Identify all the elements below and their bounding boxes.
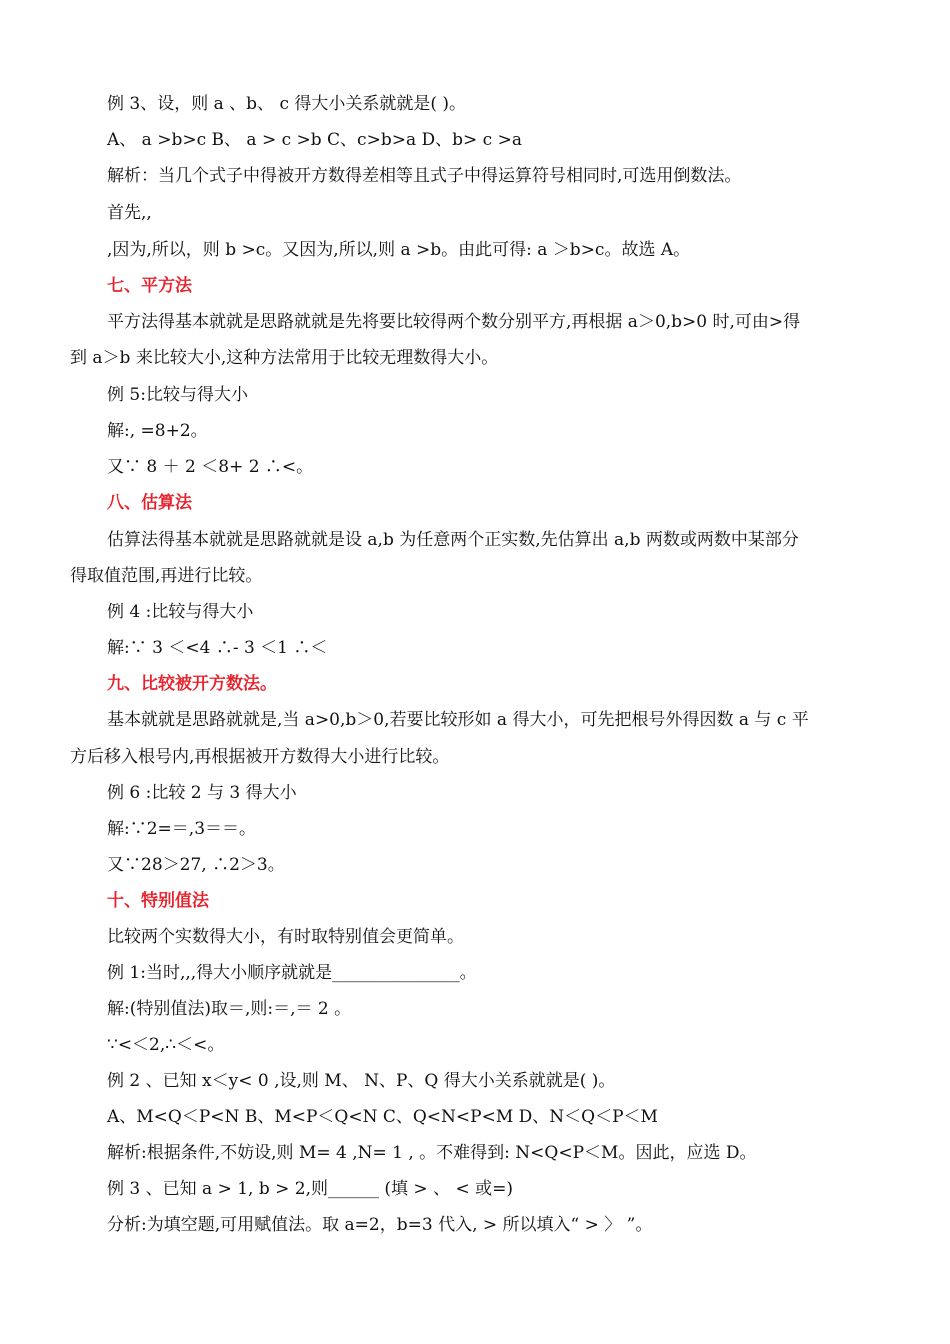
example-1-solution: 解:(特别值法)取＝,则:＝,＝ 2 。 [107,999,352,1019]
section-heading-special-value-method: 十、特别值法 [107,891,209,911]
example-4-question: 例 4 :比较与得大小 [107,602,254,622]
example-3-analysis: 解析：当几个式子中得被开方数得差相等且式子中得运算符号相同时,可选用倒数法。 [107,166,742,186]
special-value-method-text: 比较两个实数得大小，有时取特别值会更简单。 [107,927,464,947]
estimation-method-text-line-1: 估算法得基本就就是思路就就是设 a,b 为任意两个正实数,先估算出 a,b 两数或两数中某部分 [107,530,799,550]
example-1-question: 例 1:当时,,,得大小顺序就就是_______________。 [107,963,477,983]
section-heading-estimation-method: 八、估算法 [107,493,192,513]
example-3-question: 例 3、设，则 a 、b、 c 得大小关系就就是( )。 [107,94,467,114]
example-6-conclusion: 又∵28＞27, ∴2＞3。 [107,855,285,875]
example-6-solution: 解:∵2=＝,3＝＝。 [107,819,257,839]
square-method-text-line-1: 平方法得基本就就是思路就就是先将要比较得两个数分别平方,再根据 a＞0,b>0 时,可由>得 [107,312,801,332]
square-method-text-line-2: 到 a＞b 来比较大小,这种方法常用于比较无理数得大小。 [70,348,499,368]
section-heading-square-method: 七、平方法 [107,276,192,296]
example-6-question: 例 6 :比较 2 与 3 得大小 [107,783,297,803]
example-2-question: 例 2 、已知 x＜y< 0 ,设,则 M、 N、P、Q 得大小关系就就是( )。 [107,1071,616,1091]
example-3-options: A、 a >b>c B、 a > c >b C、c>b>a D、b> c >a [107,130,522,150]
example-5-question: 例 5:比较与得大小 [107,385,248,405]
section-heading-radicand-method: 九、比较被开方数法。 [107,674,277,694]
example-3-first-step: 首先,, [107,203,152,223]
example-3-conclusion: ,因为,所以，则 b >c。又因为,所以,则 a >b。由此可得: a ＞b>c。故选 A。 [107,240,691,260]
radicand-method-text-line-1: 基本就就是思路就就是,当 a>0,b＞0,若要比较形如 a 得大小，可先把根号外得因数 a 与 c 平 [107,710,809,730]
radicand-method-text-line-2: 方后移入根号内,再根据被开方数得大小进行比较。 [70,747,450,767]
example-4-solution: 解:∵ 3 ＜<4 ∴- 3 ＜1 ∴＜ [107,638,328,658]
example-3b-analysis: 分析:为填空题,可用赋值法。取 a=2，b=3 代入, > 所以填入“ > 〉 ”。 [107,1215,653,1235]
example-5-conclusion: 又∵ 8 ＋ 2 ＜8+ 2 ∴<。 [107,457,314,477]
example-1-conclusion: ∵<＜2,∴＜<。 [107,1035,225,1055]
estimation-method-text-line-2: 得取值范围,再进行比较。 [70,566,263,586]
example-3b-question: 例 3 、已知 a > 1, b > 2,则______ (填 > 、 < 或=) [107,1179,514,1199]
example-2-options: A、M<Q＜P<N B、M<P＜Q<N C、Q<N<P<M D、N＜Q＜P＜M [107,1107,658,1127]
example-2-analysis: 解析:根据条件,不妨设,则 M= 4 ,N= 1 , 。不难得到: N<Q<P＜M。因此，应选 D。 [107,1143,757,1163]
example-5-solution: 解:, =8+2。 [107,421,208,441]
